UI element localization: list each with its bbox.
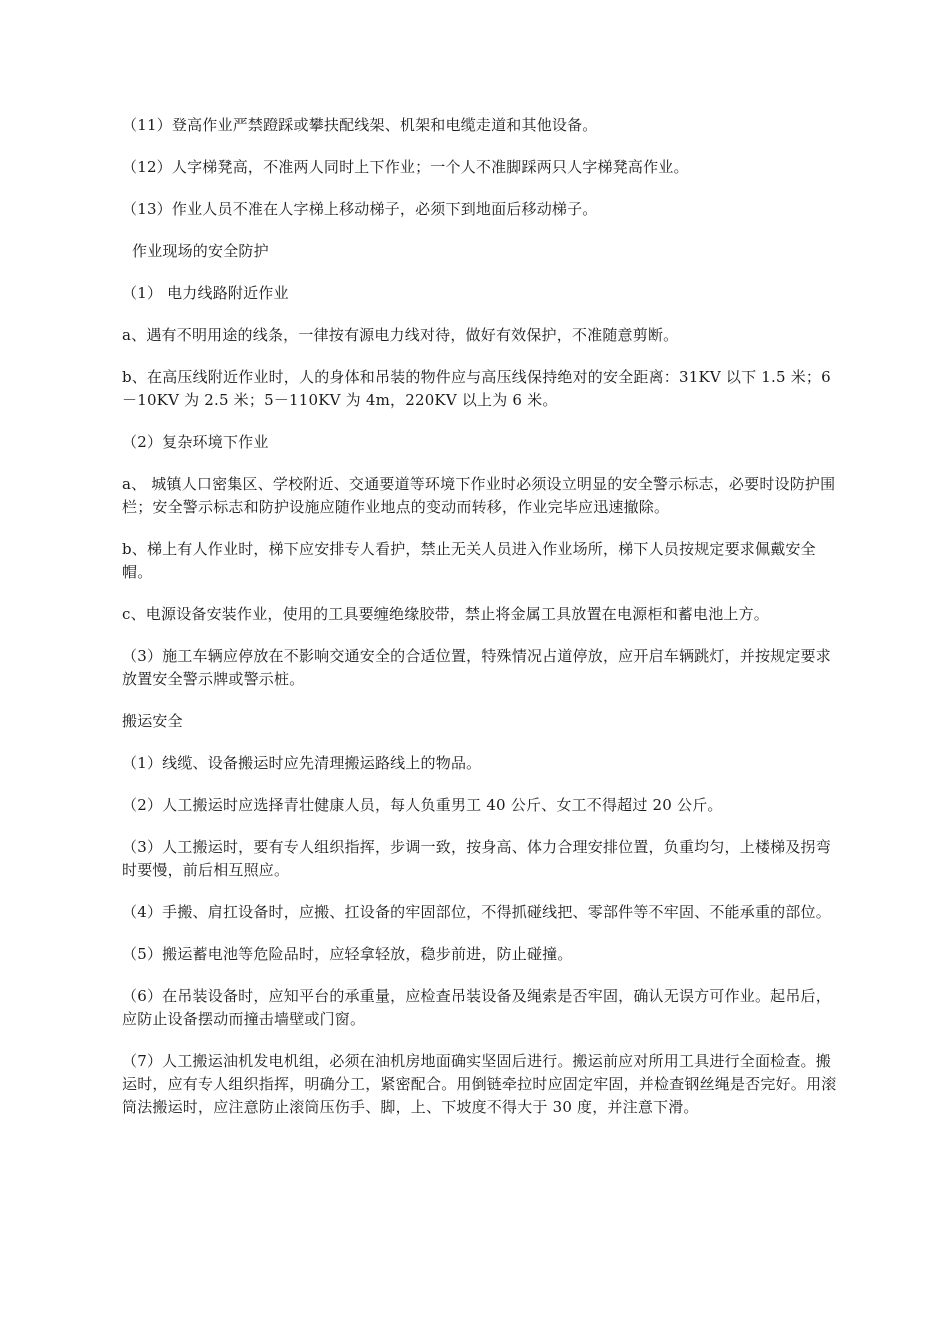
- paragraph-insulated-tools: c、电源设备安装作业，使用的工具要缠绝缘胶带，禁止将金属工具放置在电源柜和蓄电池上方。: [122, 605, 770, 623]
- paragraph-clear-route: （1）线缆、设备搬运时应先清理搬运路线上的物品。: [122, 754, 482, 772]
- paragraph-generator-moving: （7）人工搬运油机发电机组，必须在油机房地面确实坚固后进行。搬运前应对所用工具进行全面检查。搬运时，应有专人组织指挥，明确分工，紧密配合。用倒链牵拉时应固定牢固，并检查钢丝绳是否完好。用滚筒法搬运时，应注意防止滚筒压伤手、脚，上、下坡度不得大于 30 度，并注意下滑。: [122, 1052, 837, 1116]
- subheading-complex-environment: （2）复杂环境下作业: [122, 433, 269, 451]
- paragraph-grip-solid-parts: （4）手搬、肩扛设备时，应搬、扛设备的牢固部位，不得抓碰线把、零部件等不牢固、不能承重的部位。: [122, 903, 831, 921]
- paragraph-high-voltage-distance: b、在高压线附近作业时，人的身体和吊装的物件应与高压线保持绝对的安全距离：31KV 以下 1.5 米；6－10KV 为 2.5 米；5－110KV 为 4m，220KV 以上为 6 米。: [122, 368, 831, 409]
- document-page: [122, 114, 838, 1138]
- paragraph-ladder-rule-12: （12）人字梯凳高，不准两人同时上下作业；一个人不准脚踩两只人字梯凳高作业。: [122, 158, 689, 176]
- paragraph-hoisting: （6）在吊装设备时，应知平台的承重量，应检查吊装设备及绳索是否牢固，确认无误方可作业。起吊后，应防止设备摆动而撞击墙壁或门窗。: [122, 987, 831, 1028]
- paragraph-climbing-rule-11: （11）登高作业严禁蹬踩或攀扶配线架、机架和电缆走道和其他设备。: [122, 116, 598, 134]
- section-heading-carrying-safety: 搬运安全: [122, 712, 183, 730]
- paragraph-ladder-rule-13: （13）作业人员不准在人字梯上移动梯子，必须下到地面后移动梯子。: [122, 200, 598, 218]
- paragraph-load-limits: （2）人工搬运时应选择青壮健康人员，每人负重男工 40 公斤、女工不得超过 20 公斤。: [122, 796, 723, 814]
- paragraph-warning-signs: a、 城镇人口密集区、学校附近、交通要道等环境下作业时必须设立明显的安全警示标志，必要时设防护围栏；安全警示标志和防护设施应随作业地点的变动而转移，作业完毕应迅速撤除。: [122, 475, 836, 516]
- section-heading-site-protection: 作业现场的安全防护: [132, 242, 269, 260]
- paragraph-vehicle-parking: （3）施工车辆应停放在不影响交通安全的合适位置，特殊情况占道停放，应开启车辆跳灯，并按规定要求放置安全警示牌或警示桩。: [122, 647, 831, 688]
- subheading-power-line-work: （1） 电力线路附近作业: [122, 284, 289, 302]
- paragraph-battery-handling: （5）搬运蓄电池等危险品时，应轻拿轻放，稳步前进，防止碰撞。: [122, 945, 573, 963]
- paragraph-ladder-guard: b、梯上有人作业时，梯下应安排专人看护，禁止无关人员进入作业场所，梯下人员按规定要求佩戴安全帽。: [122, 540, 816, 581]
- paragraph-coordinated-carrying: （3）人工搬运时，要有专人组织指挥，步调一致，按身高、体力合理安排位置，负重均匀，上楼梯及拐弯时要慢，前后相互照应。: [122, 838, 831, 879]
- paragraph-unknown-wires: a、遇有不明用途的线条，一律按有源电力线对待，做好有效保护，不准随意剪断。: [122, 326, 679, 344]
